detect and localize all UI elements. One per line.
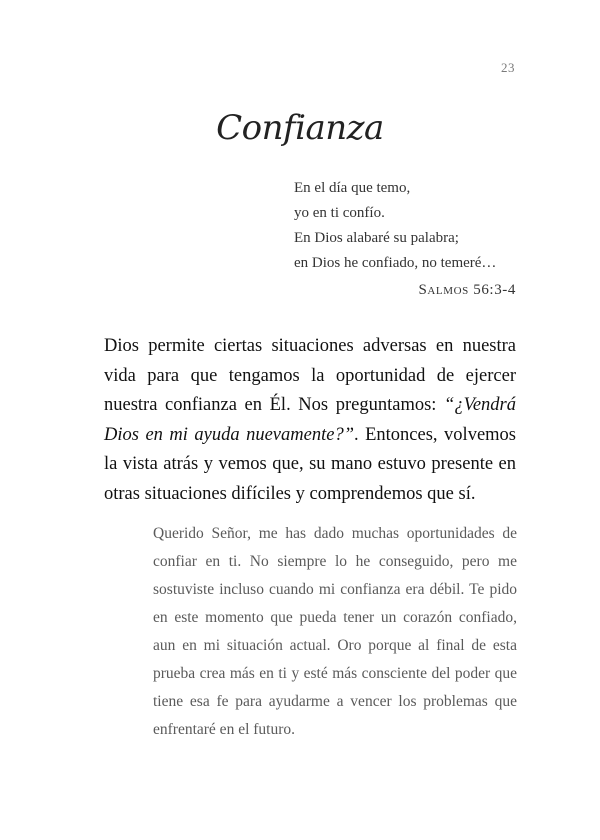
body-text-before: Dios permite ciertas situaciones adversas en nuestra vida para que tengamos la oportunidad de ejercer nuestra confianza en Él. Nos preguntamos: [104,336,516,415]
body-quote: “¿Vendrá Dios en mi ayuda nuevamente?” [104,395,516,445]
devotional-body [104,332,516,509]
prayer-paragraph: Querido Señor, me has dado muchas oportunidades de confiar en ti. No siempre lo he conseguido, pero me sostuviste incluso cuando mi confianza era débil. Te pido en este momento que pueda tener un corazón confiado, aun en mi situación actual. Oro porque al final de esta prueba crea más en ti y esté más consciente del poder que tiene esa fe para ayudarme a vencer los problemas que enfrentaré en el futuro. [153,525,517,738]
verse-line: En el día que temo, [294,180,411,196]
body-text-after: . Entonces, volvemos la vista atrás y vemos que, su mano estuvo presente en otras situaciones difíciles y comprendemos que sí. [104,424,516,504]
page-number: 23 [501,60,515,75]
page-title: Confianza [216,108,384,148]
verse-line: En Dios alabaré su palabra; [294,230,459,246]
verse-line: yo en ti confío. [294,205,385,221]
verse-reference: Salmos 56:3-4 [418,282,516,298]
scripture-verse [294,176,516,303]
verse-line: en Dios he confiado, no temeré… [294,255,497,271]
